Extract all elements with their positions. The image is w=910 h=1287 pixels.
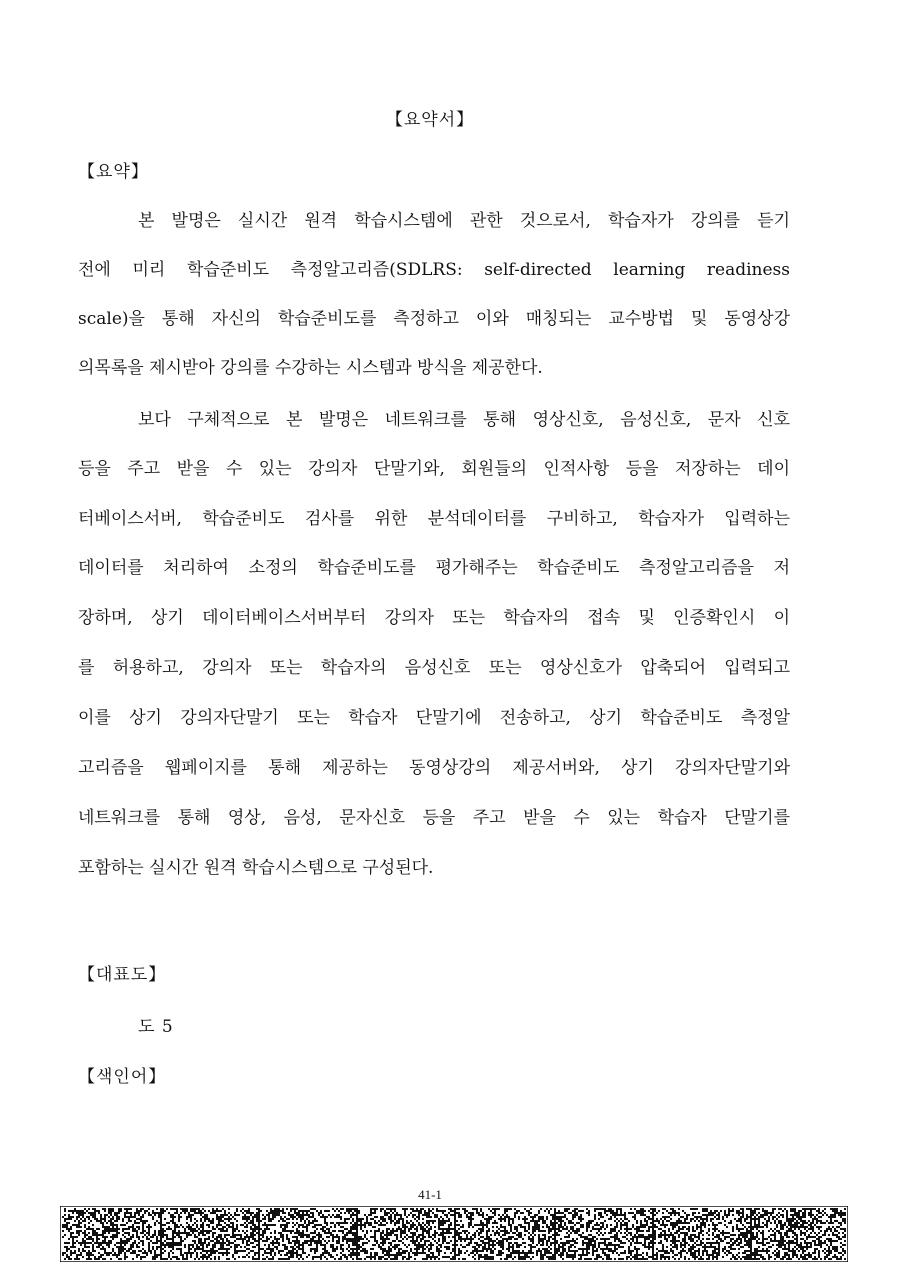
document-barcode bbox=[60, 1206, 848, 1262]
abstract-line: 의목록을 제시받아 강의를 수강하는 시스템과 방식을 제공한다. bbox=[78, 358, 543, 378]
abstract-line: 이를 상기 강의자단말기 또는 학습자 단말기에 전송하고, 상기 학습준비도 측정알 bbox=[78, 708, 790, 728]
abstract-line: 네트워크를 통해 영상, 음성, 문자신호 등을 주고 받을 수 있는 학습자 단말기를 bbox=[78, 808, 790, 828]
abstract-line: 포함하는 실시간 원격 학습시스템으로 구성된다. bbox=[78, 858, 434, 878]
abstract-line: 전에 미리 학습준비도 측정알고리즘(SDLRS: self-directed learning readiness bbox=[78, 260, 790, 280]
abstract-line: 본 발명은 실시간 원격 학습시스템에 관한 것으로서, 학습자가 강의를 듣기 bbox=[138, 211, 790, 231]
abstract-line: 등을 주고 받을 수 있는 강의자 단말기와, 회원들의 인적사항 등을 저장하는 데이 bbox=[78, 459, 790, 479]
abstract-line: 장하며, 상기 데이터베이스서버부터 강의자 또는 학습자의 접속 및 인증확인시 이 bbox=[78, 608, 790, 628]
abstract-line: 데이터를 처리하여 소정의 학습준비도를 평가해주는 학습준비도 측정알고리즘을 저 bbox=[78, 558, 790, 578]
abstract-line: scale)을 통해 자신의 학습준비도를 측정하고 이와 매칭되는 교수방법 및 동영상강 bbox=[78, 309, 790, 329]
abstract-line: 보다 구체적으로 본 발명은 네트워크를 통해 영상신호, 음성신호, 문자 신호 bbox=[138, 410, 790, 430]
abstract-line: 를 허용하고, 강의자 또는 학습자의 음성신호 또는 영상신호가 압축되어 입력되고 bbox=[78, 658, 790, 678]
document-title: 【요약서】 bbox=[385, 110, 475, 130]
barcode-modules bbox=[62, 1208, 846, 1260]
abstract-line: 고리즘을 웹페이지를 통해 제공하는 동영상강의 제공서버와, 상기 강의자단말기와 bbox=[78, 758, 790, 778]
page-number: 41-1 bbox=[418, 1187, 442, 1202]
abstract-heading: 【요약】 bbox=[78, 162, 149, 182]
representative-figure-heading: 【대표도】 bbox=[78, 965, 167, 985]
abstract-line: 터베이스서버, 학습준비도 검사를 위한 분석데이터를 구비하고, 학습자가 입력하는 bbox=[78, 509, 790, 529]
representative-figure-ref: 도 5 bbox=[138, 1017, 174, 1037]
index-terms-heading: 【색인어】 bbox=[78, 1067, 167, 1087]
